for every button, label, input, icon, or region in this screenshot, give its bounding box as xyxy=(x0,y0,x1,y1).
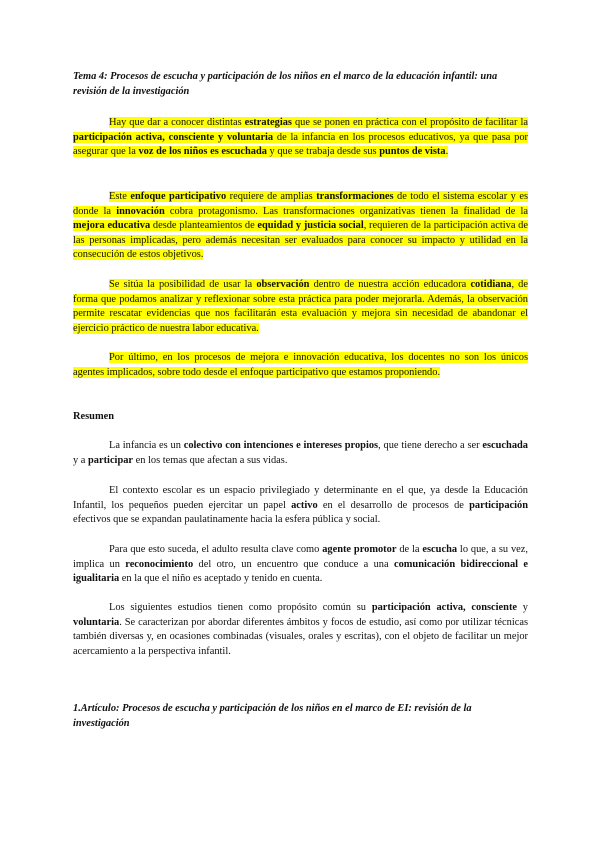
resumen-paragraph-2 xyxy=(73,484,528,528)
bold-text-run: mejora educativa xyxy=(73,220,151,232)
text-run: y a xyxy=(73,454,89,466)
paragraph-text xyxy=(73,191,528,260)
intro-paragraph-4 xyxy=(73,351,528,380)
text-run: de la infancia en los procesos educativos, ya que pasa por asegurar que la xyxy=(73,131,528,158)
bold-text-run: puntos de vista xyxy=(379,146,446,158)
text-run: cobra protagonismo. Las transformaciones organizativas tienen la finalidad de la xyxy=(164,205,528,217)
text-run: , requieren de la participación activa de las personas implicadas, pero además necesitan ser evaluados para conocer su impacto y utilidad en la consecución de estos objetivos. xyxy=(73,220,528,261)
paragraph-text xyxy=(73,117,528,157)
text-run: y que se trabaja desde sus xyxy=(266,146,380,158)
bold-text-run: agente promotor xyxy=(322,544,397,555)
text-run: , que tiene derecho a ser xyxy=(378,440,483,451)
paragraph-text xyxy=(73,279,528,334)
text-run: Hay que dar a conocer distintas xyxy=(109,117,245,128)
text-run: en los temas que afectan a sus vidas. xyxy=(133,454,288,466)
text-run: , de forma que podamos analizar y reflexionar sobre esta práctica para poder mejorarla. Además, la observación permite rescatar evidencias que nos facilitarán esta evaluación y mejora sin necesidad de abandonar el ejercicio práctico de nuestra labor educativa. xyxy=(73,279,528,334)
text-run: requiere de amplias xyxy=(226,191,317,202)
intro-paragraph-1 xyxy=(73,116,528,160)
text-run: del otro, un encuentro que conduce a una xyxy=(193,558,394,570)
bold-text-run: participación activa, consciente xyxy=(371,602,518,613)
paragraph-text xyxy=(73,485,528,525)
resumen-paragraph-3 xyxy=(73,543,528,587)
text-run: que se ponen en práctica con el propósito de facilitar la xyxy=(291,117,528,128)
text-run: Los siguientes estudios tienen como propósito común su xyxy=(109,602,372,613)
text-run: . Se caracterizan por abordar diferentes ámbitos y focos de estudio, así como por utilizar técnicas también diversas y, en ocasiones combinadas (visuales, orales y escritas), con el objeto de facilitar un mejor acercamiento a la perspectiva infantil. xyxy=(73,616,528,657)
bold-text-run: escuchada xyxy=(482,440,528,451)
text-run: y xyxy=(517,602,529,613)
bold-text-run: innovación xyxy=(116,205,165,217)
document-title: Tema 4: Procesos de escucha y participación de los niños en el marco de la educación infantil: una revisión de la investigación xyxy=(73,71,498,97)
text-run: dentro de nuestra acción educadora xyxy=(309,279,471,290)
text-run: en el desarrollo de procesos de xyxy=(317,499,470,511)
bold-text-run: participar xyxy=(88,454,134,466)
paragraph-text xyxy=(73,544,528,584)
text-run: desde planteamientos de xyxy=(150,220,258,232)
resumen-heading: Resumen xyxy=(73,411,114,422)
text-run: en la que el niño es aceptado y tenido en cuenta. xyxy=(119,573,323,585)
resumen-paragraph-4 xyxy=(73,601,528,659)
text-run: Por último, en los procesos de mejora e innovación educativa, los docentes no son los únicos agentes implicados, sobre todo desde el enfoque participativo que estamos proponiendo. xyxy=(73,352,528,378)
text-run: Este xyxy=(109,191,131,202)
text-run: de la xyxy=(396,544,423,555)
bold-text-run: colectivo con intenciones e intereses propios xyxy=(183,440,379,451)
text-run: efectivos que se expandan paulatinamente hacia la esfera pública y social. xyxy=(73,514,381,526)
bold-text-run: participación activa, consciente y voluntaria xyxy=(73,131,274,143)
bold-text-run: activo xyxy=(291,499,318,511)
resumen-paragraph-1 xyxy=(73,439,528,468)
paragraph-text xyxy=(73,440,528,466)
text-run: de todo el sistema escolar y es donde la xyxy=(73,191,528,217)
text-run: El contexto escolar es un espacio privilegiado y determinante en el que, ya desde la Educación Infantil, los pequeños pueden ejercitar un papel xyxy=(73,485,528,511)
text-run: La infancia es un xyxy=(109,440,184,451)
paragraph-text xyxy=(73,602,528,657)
text-run: lo que, a su vez, implica un xyxy=(73,544,529,570)
bold-text-run: equidad y justicia social xyxy=(257,220,364,232)
paragraph-text xyxy=(73,352,528,378)
intro-paragraph-2 xyxy=(73,190,528,263)
bold-text-run: voluntaria xyxy=(73,616,120,628)
bold-text-run: comunicación bidireccional e igualitaria xyxy=(73,558,529,585)
bold-text-run: cotidiana xyxy=(470,279,512,290)
text-run: Para que esto suceda, el adulto resulta clave como xyxy=(109,544,323,555)
text-run: . xyxy=(445,146,449,158)
bold-text-run: enfoque participativo xyxy=(130,191,227,202)
bold-text-run: observación xyxy=(256,279,310,290)
bold-text-run: reconocimiento xyxy=(125,558,194,570)
intro-paragraph-3 xyxy=(73,278,528,336)
bold-text-run: transformaciones xyxy=(316,191,394,202)
article-heading: 1.Artículo: Procesos de escucha y participación de los niños en el marco de EI: revisión de la investigación xyxy=(73,703,472,729)
bold-text-run: participación xyxy=(469,499,528,511)
bold-text-run: voz de los niños es escuchada xyxy=(138,146,267,158)
bold-text-run: escucha xyxy=(422,544,458,555)
bold-text-run: estrategias xyxy=(244,117,292,128)
text-run: Se sitúa la posibilidad de usar la xyxy=(109,279,257,290)
